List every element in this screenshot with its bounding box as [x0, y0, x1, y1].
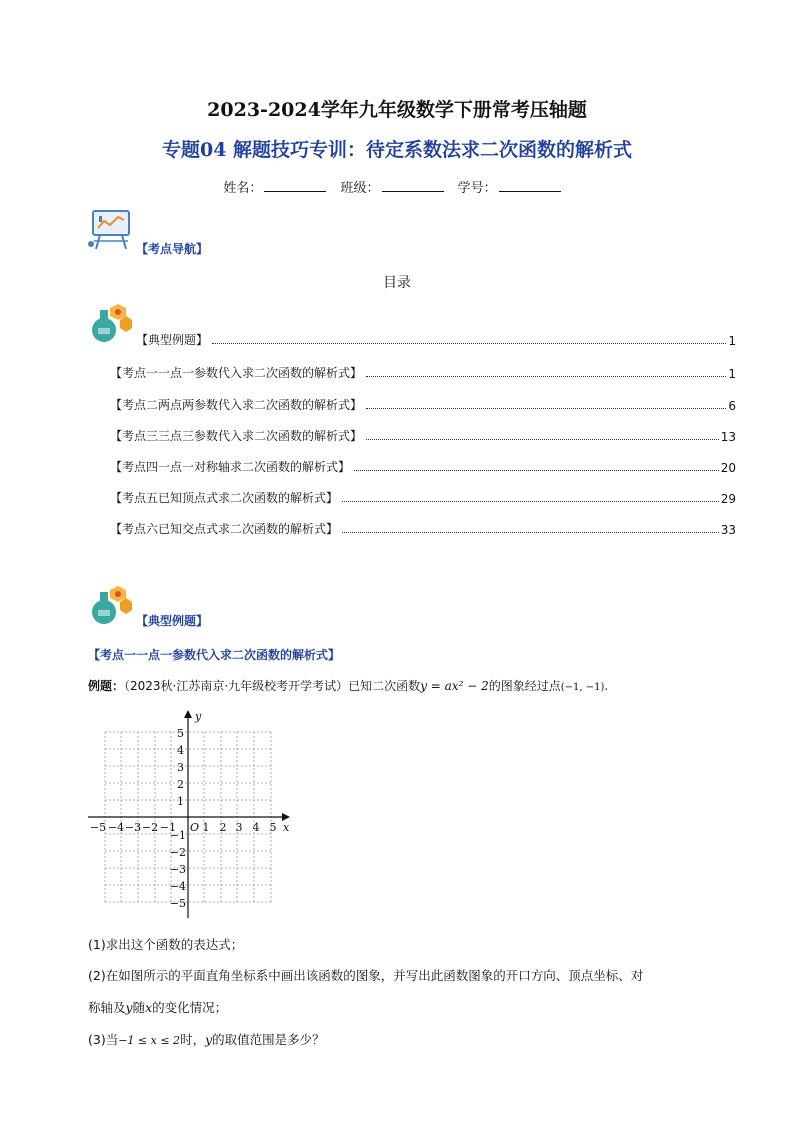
toc-page: 20: [720, 461, 736, 475]
question-3: [88, 1030, 325, 1048]
x-tick-label: 2: [219, 821, 227, 834]
toc-leader: [342, 532, 719, 533]
x-axis-label: x: [283, 821, 290, 834]
origin-label: O: [190, 821, 200, 834]
toc-label: 【考点一一点一参数代入求二次函数的解析式】: [110, 366, 363, 380]
toc-row[interactable]: [136, 330, 736, 348]
toc-label: 【考点四一点一对称轴求二次函数的解析式】: [110, 460, 351, 474]
y-tick-label: −3: [169, 863, 186, 876]
q3-y-var: y: [205, 1032, 213, 1047]
example-period: .: [604, 679, 609, 693]
q2-text: 随: [132, 1000, 146, 1015]
toc-row[interactable]: [110, 395, 736, 413]
q2-x-var: x: [145, 1000, 153, 1015]
y-tick-label: 5: [177, 727, 184, 740]
toc-row[interactable]: [110, 519, 736, 537]
function-formula: y = ax² − 2: [420, 679, 489, 693]
toc-page: 1: [728, 367, 736, 381]
toc-label: 【考点六已知交点式求二次函数的解析式】: [110, 522, 339, 536]
y-tick-label: −1: [169, 829, 186, 842]
x-tick-label: 1: [202, 821, 210, 834]
science-flask-icon: [88, 584, 134, 626]
student-info-line: [0, 177, 794, 196]
toc-row[interactable]: [110, 363, 736, 381]
x-tick-label: 5: [269, 821, 277, 834]
toc-label: 【典型例题】: [136, 333, 209, 347]
y-tick-labels: [170, 727, 186, 910]
toc-page: 6: [728, 399, 736, 413]
topic-heading: 【考点一一点一参数代入求二次函数的解析式】: [88, 648, 341, 662]
id-label: 学号：: [457, 181, 497, 196]
y-axis-label: y: [195, 710, 202, 723]
y-tick-label: 4: [177, 744, 184, 757]
document-title: 2023-2024学年九年级数学下册常考压轴题: [207, 99, 587, 121]
question-2-line-1: (2)在如图所示的平面直角坐标系中画出该函数的图象，并写出此函数图象的开口方向、顶点坐标、对: [88, 968, 644, 983]
section-heading: 【典型例题】: [136, 614, 209, 628]
coordinate-grid: [84, 706, 296, 922]
q3-text: 的取值范围是多少？: [212, 1032, 325, 1047]
q3-text: 时，: [180, 1032, 206, 1047]
q3-inequality: −1 ≤ x ≤ 2: [118, 1034, 181, 1047]
y-tick-label: −2: [169, 846, 186, 859]
toc-leader: [366, 376, 726, 377]
id-blank: [499, 179, 561, 192]
y-tick-label: 3: [177, 761, 184, 774]
q2-y-var: y: [125, 1000, 133, 1015]
toc-row[interactable]: [110, 488, 736, 506]
point-coordinates: (−1, −1): [560, 682, 605, 693]
y-tick-label: −5: [169, 897, 186, 910]
y-tick-label: 1: [177, 795, 184, 808]
toc-page: 33: [720, 523, 736, 537]
toc-label: 【考点三三点三参数代入求二次函数的解析式】: [110, 429, 363, 443]
toc-page: 29: [720, 492, 736, 506]
y-tick-label: −4: [169, 880, 186, 893]
question-1: (1)求出这个函数的表达式；: [88, 937, 244, 952]
nav-heading: 【考点导航】: [136, 242, 209, 256]
x-tick-label: 3: [235, 821, 243, 834]
example-statement: [88, 677, 608, 694]
y-tick-label: 2: [177, 778, 184, 791]
toc-page: 1: [728, 334, 736, 348]
x-tick-label: −2: [141, 821, 159, 834]
toc-page: 13: [720, 430, 736, 444]
toc-leader: [212, 343, 726, 344]
toc-leader: [366, 408, 726, 409]
toc-row[interactable]: [110, 457, 736, 475]
x-axis-arrow: [282, 813, 290, 821]
example-text: 的图象经过点: [488, 679, 561, 693]
x-tick-label: −5: [89, 821, 107, 834]
example-source-text: （2023秋·江苏南京·九年级校考开学考试）已知二次函数: [124, 679, 421, 693]
toc-title: 目录: [383, 275, 411, 291]
question-2-line-2: [88, 998, 227, 1016]
q3-text: (3)当: [88, 1032, 119, 1047]
toc-label: 【考点二两点两参数代入求二次函数的解析式】: [110, 398, 363, 412]
toc-label: 【考点五已知顶点式求二次函数的解析式】: [110, 491, 339, 505]
x-tick-label: −1: [159, 821, 177, 834]
y-axis-arrow: [184, 710, 192, 718]
example-prefix: 例题：: [88, 679, 125, 693]
science-flask-icon: [88, 302, 134, 344]
class-label: 班级：: [340, 181, 380, 196]
name-blank: [264, 179, 326, 192]
presentation-board-icon: [88, 208, 134, 252]
q2-text: 称轴及: [88, 1000, 126, 1015]
x-tick-label: 4: [252, 821, 260, 834]
toc-leader: [354, 470, 719, 471]
q2-text: 的变化情况；: [152, 1000, 228, 1015]
x-tick-label: −3: [124, 821, 142, 834]
document-subtitle: 专题04 解题技巧专训：待定系数法求二次函数的解析式: [161, 139, 633, 161]
toc-leader: [366, 439, 719, 440]
x-tick-label: −4: [107, 821, 125, 834]
toc-leader: [342, 501, 719, 502]
class-blank: [382, 179, 444, 192]
toc-row[interactable]: [110, 426, 736, 444]
name-label: 姓名：: [223, 181, 263, 196]
